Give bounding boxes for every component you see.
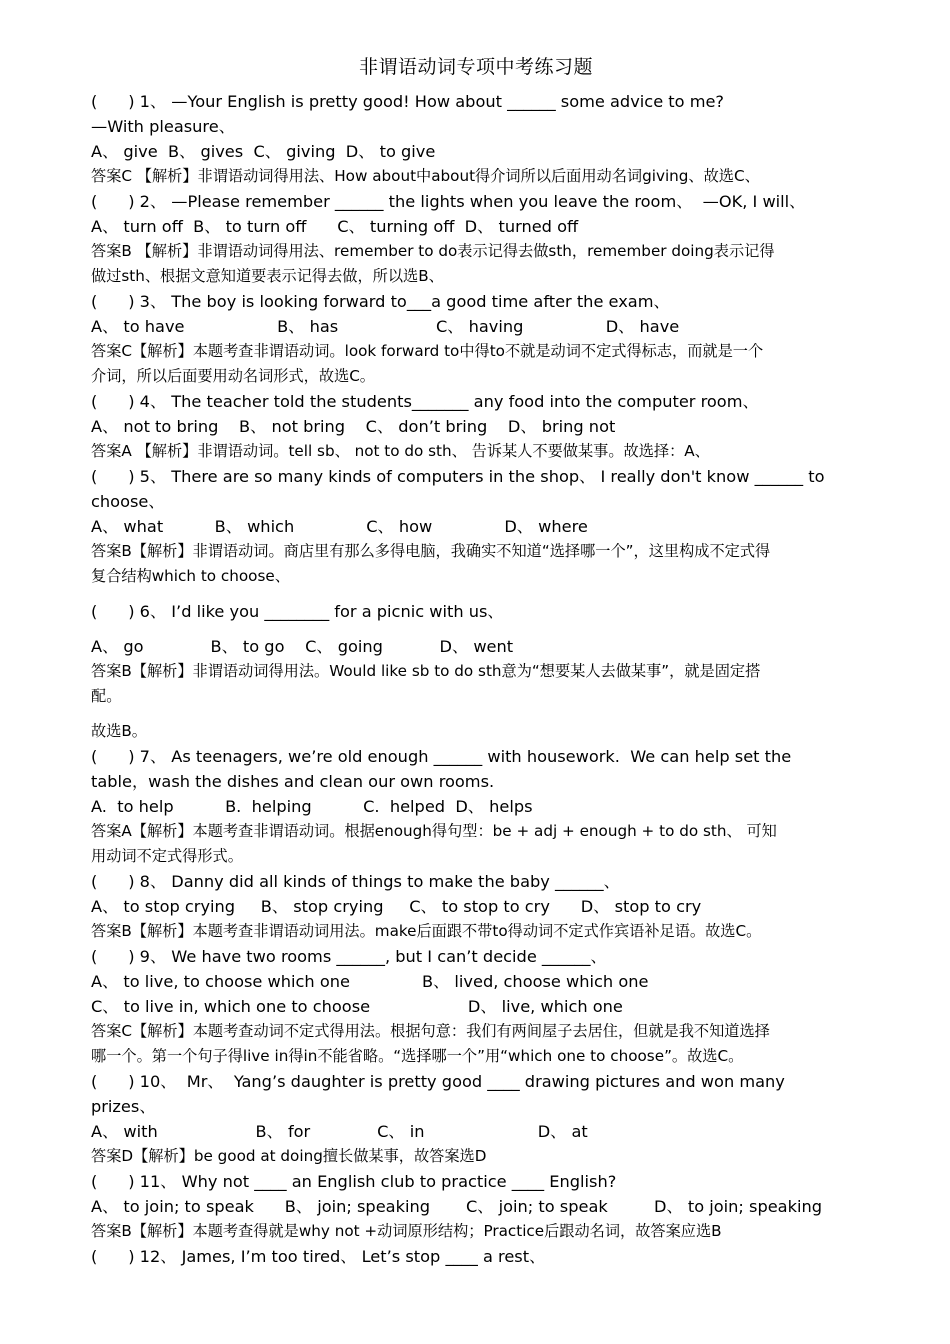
q6-answer-line3: 故选B。: [91, 722, 147, 740]
q9-options-line1: A、 to live, to choose which one B、 lived, choose which one: [91, 972, 649, 991]
q10-answer: 答案D【解析】be good at doing擅长做某事，故答案选D: [91, 1147, 487, 1165]
q5-question-line1: ( ) 5、 There are so many kinds of computers in the shop、 I really don't know ______ to: [91, 467, 825, 486]
q5-answer-line2: 复合结构which to choose、: [91, 567, 290, 585]
q5-options: A、 what B、 which C、 how D、 where: [91, 517, 588, 536]
q8-answer: 答案B【解析】本题考查非谓语动词用法。make后面跟不带to得动词不定式作宾语补足语。故选C。: [91, 922, 762, 940]
q10-options: A、 with B、 for C、 in D、 at: [91, 1122, 588, 1141]
q5-answer-line1: 答案B【解析】非谓语动词。商店里有那么多得电脑，我确实不知道“选择哪一个”，这里构成不定式得: [91, 542, 771, 560]
q1-reply: —With pleasure、: [91, 117, 235, 136]
document-title: 非谓语动词专项中考练习题: [358, 56, 593, 78]
q3-answer-line1: 答案C【解析】本题考查非谓语动词。look forward to中得to不就是动词不定式得标志，而就是一个: [91, 342, 764, 360]
q1-options: A、 give B、 gives C、 giving D、 to give: [91, 142, 436, 161]
q9-options-line2: C、 to live in, which one to choose D、 live, which one: [91, 997, 623, 1016]
q5-question-line2: choose、: [91, 492, 165, 511]
q4-options: A、 not to bring B、 not bring C、 don’t bring D、 bring not: [91, 417, 616, 436]
q10-question-line2: prizes、: [91, 1097, 156, 1116]
q12-question: ( ) 12、 James, I’m too tired、 Let’s stop ____ a rest、: [91, 1247, 546, 1266]
q4-question: ( ) 4、 The teacher told the students_______ any food into the computer room、: [91, 392, 759, 411]
q9-answer-line1: 答案C【解析】本题考查动词不定式得用法。根据句意：我们有两间屋子去居住，但就是我不知道选择: [91, 1022, 770, 1040]
q2-answer-line2: 做过sth、根据文意知道要表示记得去做，所以选B、: [91, 267, 444, 285]
q4-answer: 答案A 【解析】非谓语动词。tell sb、 not to do sth、 告诉某人不要做某事。故选择：A、: [91, 442, 710, 460]
q8-options: A、 to stop crying B、 stop crying C、 to stop to cry D、 stop to cry: [91, 897, 702, 916]
q7-question-line1: ( ) 7、 As teenagers, we’re old enough ______ with housework. We can help set the: [91, 747, 792, 766]
q11-options: A、 to join; to speak B、 join; speaking C、 join; to speak D、 to join; speaking: [91, 1197, 823, 1216]
q2-question: ( ) 2、 —Please remember ______ the lights when you leave the room、 —OK, I will、: [91, 192, 806, 211]
q7-question-line2: table，wash the dishes and clean our own rooms.: [91, 772, 495, 791]
q7-options: A. to help B. helping C. helped D、 helps: [91, 797, 533, 816]
q2-options: A、 turn off B、 to turn off C、 turning off D、 turned off: [91, 217, 579, 236]
q6-options: A、 go B、 to go C、 going D、 went: [91, 637, 514, 656]
q6-answer-line1: 答案B【解析】非谓语动词得用法。Would like sb to do sth意为“想要某人去做某事”，就是固定搭: [91, 662, 761, 680]
q7-answer-line2: 用动词不定式得形式。: [91, 847, 243, 865]
q6-question: ( ) 6、 I’d like you ________ for a picnic with us、: [91, 602, 504, 621]
q6-answer-line2: 配。: [91, 687, 122, 705]
q7-answer-line1: 答案A【解析】本题考查非谓语动词。根据enough得句型：be + adj + enough + to do sth、 可知: [91, 822, 777, 840]
q1-question: ( ) 1、 —Your English is pretty good! How about ______ some advice to me?: [91, 92, 725, 111]
q11-answer: 答案B【解析】本题考查得就是why not +动词原形结构；Practice后跟动名词，故答案应选B: [91, 1222, 722, 1240]
q1-answer: 答案C 【解析】非谓语动词得用法、How about中about得介词所以后面用动名词giving、故选C、: [91, 167, 760, 185]
q8-question: ( ) 8、 Danny did all kinds of things to make the baby ______、: [91, 872, 620, 891]
q9-answer-line2: 哪一个。第一个句子得live in得in不能省略。“选择哪一个”用“which one to choose”。故选C。: [91, 1047, 744, 1065]
q10-question-line1: ( ) 10、 Mr、 Yang’s daughter is pretty good ____ drawing pictures and won many: [91, 1072, 785, 1091]
q11-question: ( ) 11、 Why not ____ an English club to practice ____ English?: [91, 1172, 617, 1191]
q2-answer-line1: 答案B 【解析】非谓语动词得用法、remember to do表示记得去做sth，remember doing表示记得: [91, 242, 775, 260]
q9-question: ( ) 9、 We have two rooms ______, but I can’t decide ______、: [91, 947, 607, 966]
q3-options: A、 to have B、 has C、 having D、 have: [91, 317, 680, 336]
q3-answer-line2: 介词，所以后面要用动名词形式，故选C。: [91, 367, 375, 385]
document-body: [91, 89, 861, 1269]
q3-question: ( ) 3、 The boy is looking forward to___a good time after the exam、: [91, 292, 670, 311]
